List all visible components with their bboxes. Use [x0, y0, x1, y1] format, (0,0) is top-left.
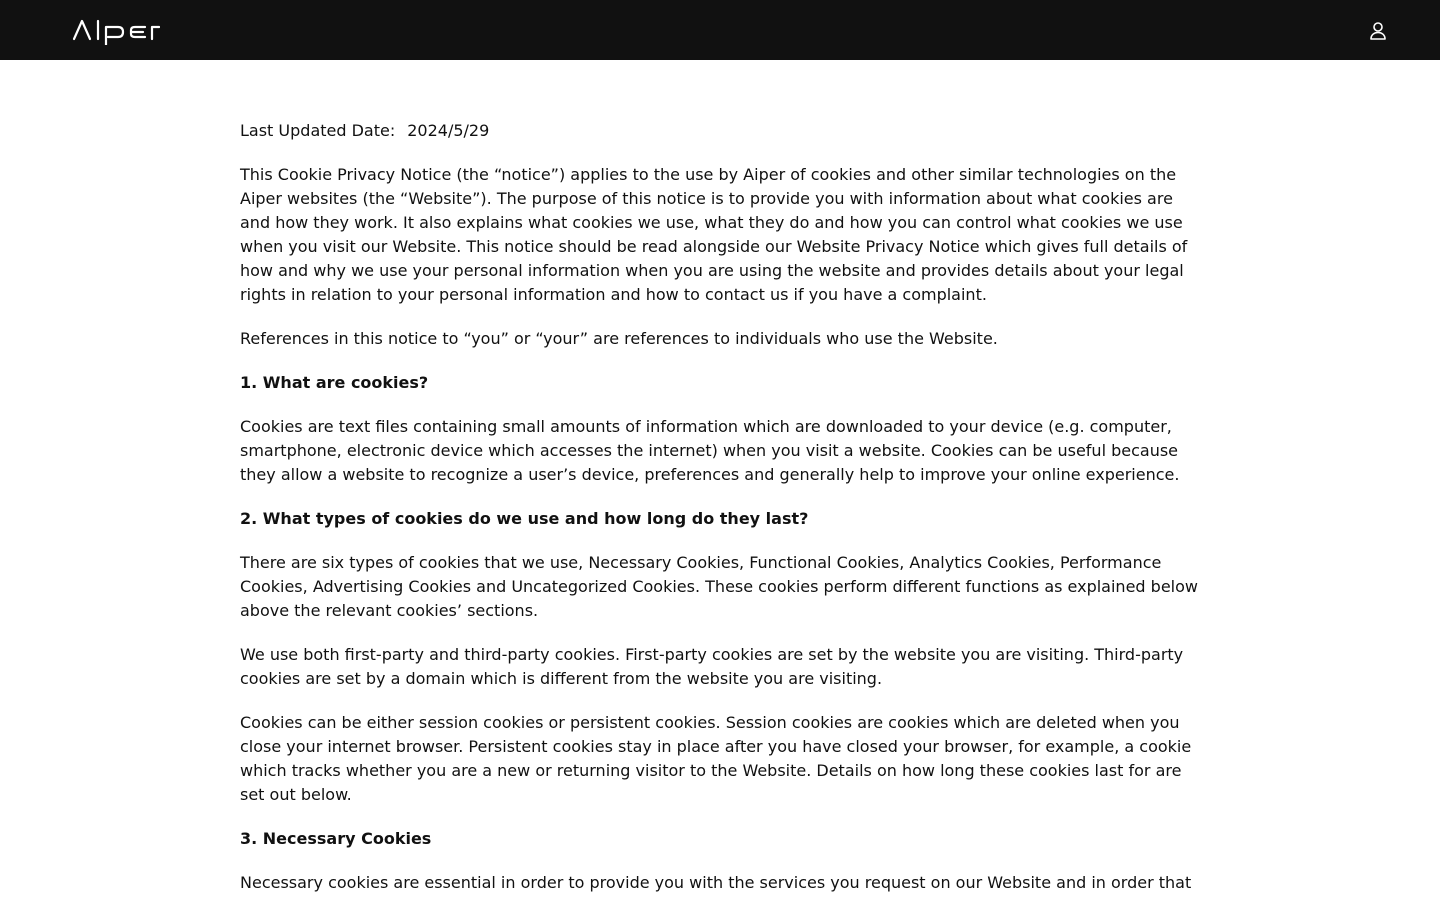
section-heading-cookie-types: 2. What types of cookies do we use and how long do they last?	[240, 509, 809, 528]
account-button[interactable]	[1364, 17, 1392, 45]
first-third-party-paragraph: We use both first-party and third-party cookies. First-party cookies are set by the website you are visiting. Third-party cookies are set by a domain which is different from the website you are visiting.	[240, 645, 1184, 688]
references-paragraph: References in this notice to “you” or “your” are references to individuals who use the Website.	[240, 329, 998, 348]
intro-paragraph: This Cookie Privacy Notice (the “notice”) applies to the use by Aiper of cookies and other similar technologies on the Aiper websites (the “Website”). The purpose of this notice is to provide you with information about what cookies are and how they work. It also explains what cookies we use, what they do and how you can control what cookies we use when you visit our Website. This notice should be read alongside our Website Privacy Notice which gives full details of how and why we use your personal information when you are using the website and provides details about your legal rights in relation to your personal information and how to contact us if you have a complaint.	[240, 165, 1188, 304]
site-header	[0, 0, 1440, 60]
what-are-cookies-paragraph: Cookies are text files containing small amounts of information which are downloaded to your device (e.g. computer, smartphone, electronic device which accesses the internet) when you visit a website. Cookies can be useful because they allow a website to recognize a user’s device, preferences and generally help to improve your online experience.	[240, 417, 1180, 484]
last-updated-label: Last Updated Date:	[240, 121, 396, 140]
last-updated-date	[240, 119, 1202, 143]
user-icon	[1368, 21, 1388, 41]
section-heading-what-are-cookies: 1. What are cookies?	[240, 373, 429, 392]
cookie-notice-content	[240, 119, 1202, 915]
section-heading-necessary-cookies: 3. Necessary Cookies	[240, 829, 432, 848]
necessary-cookies-paragraph: Necessary cookies are essential in order to provide you with the services you request on our Website and in order that	[240, 873, 1192, 892]
last-updated-value: 2024/5/29	[407, 121, 490, 140]
cookie-types-paragraph: There are six types of cookies that we use, Necessary Cookies, Functional Cookies, Analytics Cookies, Performance Cookies, Advertising Cookies and Uncategorized Cookies. These cookies perform different functions as explained below above the relevant cookies’ sections.	[240, 553, 1198, 620]
aiper-logo[interactable]	[72, 17, 160, 45]
session-persistent-paragraph: Cookies can be either session cookies or persistent cookies. Session cookies are cookies which are deleted when you close your internet browser. Persistent cookies stay in place after you have closed your browser, for example, a cookie which tracks whether you are a new or returning visitor to the Website. Details on how long these cookies last for are set out below.	[240, 713, 1192, 804]
